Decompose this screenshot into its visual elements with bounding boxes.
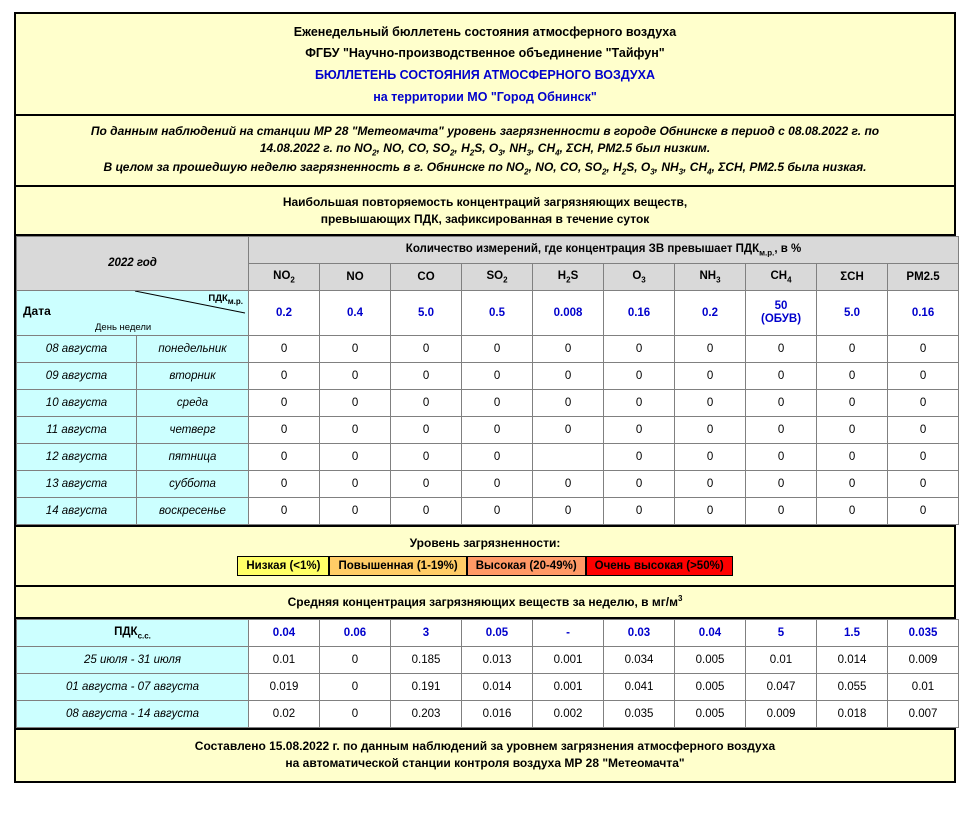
table-row bbox=[17, 443, 959, 470]
intro-line-1: По данным наблюдений на станции МР 28 "Метеомачта" уровень загрязненности в городе Обнинске в период с 08.08.2022 г. по bbox=[90, 124, 880, 138]
cell-value: 0 bbox=[391, 416, 462, 443]
pollutant-h2s: $H_2S$ bbox=[533, 263, 604, 290]
cell-value: 0.002 bbox=[533, 700, 604, 727]
intro-line-3: В целом за прошедшую неделю загрязненность в г. Обнинске по $NO_2$, NO, CO, $SO_2$, $H_2S$, $O_3$, $NH_3$, $CH_4$, ΣCH, PM2.5 была низкая. bbox=[103, 160, 867, 177]
frequency-table bbox=[16, 236, 959, 525]
footer-line-1: Составлено 15.08.2022 г. по данным наблюдений за уровнем загрязнения атмосферного воздуха bbox=[194, 738, 776, 753]
cell-value: 0 bbox=[888, 362, 959, 389]
cell-value: 0.047 bbox=[746, 673, 817, 700]
section2-title-text: Средняя концентрация загрязняющих веществ за неделю, в $мг/м^3$ bbox=[287, 593, 683, 609]
table-row bbox=[17, 646, 959, 673]
pdk-row bbox=[17, 290, 959, 335]
cell-value: 0 bbox=[320, 389, 391, 416]
cell-value: 0.001 bbox=[533, 646, 604, 673]
pollutant-sch: ΣCH bbox=[817, 263, 888, 290]
cell-value: 0 bbox=[604, 470, 675, 497]
pdk-ss-pm25: 0.035 bbox=[888, 619, 959, 646]
cell-value: 0 bbox=[817, 443, 888, 470]
pdk-ss-no: 0.06 bbox=[320, 619, 391, 646]
table-row bbox=[17, 362, 959, 389]
cell-value: 0 bbox=[320, 362, 391, 389]
legend-title: Уровень загрязненности: bbox=[409, 535, 561, 550]
bulletin-main-title: БЮЛЛЕТЕНЬ СОСТОЯНИЯ АТМОСФЕРНОГО ВОЗДУХА bbox=[314, 68, 656, 82]
cell-value: 0 bbox=[249, 362, 320, 389]
cell-value: 0 bbox=[817, 416, 888, 443]
cell-value: 0 bbox=[462, 416, 533, 443]
cell-value: 0.041 bbox=[604, 673, 675, 700]
cell-value: 0 bbox=[462, 443, 533, 470]
measure-header: Количество измерений, где концентрация ЗВ превышает $ПДК_{м.р.}$, в % bbox=[249, 236, 959, 263]
cell-value: 0 bbox=[249, 389, 320, 416]
corner-weekday-label: День недели bbox=[95, 321, 152, 333]
table-row bbox=[17, 389, 959, 416]
cell-value: 0.018 bbox=[817, 700, 888, 727]
cell-value: 0 bbox=[533, 389, 604, 416]
cell-value: 0 bbox=[249, 470, 320, 497]
cell-value: 0 bbox=[462, 362, 533, 389]
cell-value: 0 bbox=[675, 443, 746, 470]
cell-value: 0.01 bbox=[888, 673, 959, 700]
cell-value: 0 bbox=[746, 470, 817, 497]
cell-value: 0 bbox=[675, 497, 746, 524]
footer-line-2: на автоматической станции контроля воздуха МР 28 "Метеомачта" bbox=[285, 756, 685, 771]
header-block bbox=[16, 14, 954, 116]
pdk-value-no2: 0.2 bbox=[249, 290, 320, 335]
cell-value: 0 bbox=[817, 335, 888, 362]
section1-title bbox=[16, 187, 954, 235]
cell-value: 0 bbox=[604, 389, 675, 416]
section2-title bbox=[16, 587, 954, 619]
cell-value: 0 bbox=[249, 416, 320, 443]
cell-value: 0 bbox=[533, 362, 604, 389]
section1-title-line2: превышающих ПДК, зафиксированная в течение суток bbox=[320, 211, 650, 226]
bulletin-title-line1: Еженедельный бюллетень состояния атмосферного воздуха bbox=[293, 25, 677, 39]
row-date: 11 августа bbox=[17, 416, 137, 443]
pdk-ss-row bbox=[17, 619, 959, 646]
row-date: 10 августа bbox=[17, 389, 137, 416]
cell-value: 0.191 bbox=[391, 673, 462, 700]
cell-value: 0 bbox=[533, 416, 604, 443]
cell-value: 0 bbox=[675, 470, 746, 497]
cell-value: 0 bbox=[533, 497, 604, 524]
section1-table-block bbox=[16, 236, 954, 527]
cell-value: 0 bbox=[888, 443, 959, 470]
cell-value: 0 bbox=[888, 416, 959, 443]
cell-value: 0 bbox=[817, 389, 888, 416]
intro-block bbox=[16, 116, 954, 187]
pdk-ss-so2: 0.05 bbox=[462, 619, 533, 646]
cell-value: 0.185 bbox=[391, 646, 462, 673]
pdk-value-pm25: 0.16 bbox=[888, 290, 959, 335]
cell-value: 0 bbox=[320, 497, 391, 524]
row-weekday: понедельник bbox=[137, 335, 249, 362]
pdk-ss-h2s: - bbox=[533, 619, 604, 646]
cell-value-empty bbox=[533, 443, 604, 470]
cell-value: 0 bbox=[391, 470, 462, 497]
legend-chip-low: Низкая (<1%) bbox=[237, 556, 329, 576]
cell-value: 0 bbox=[462, 470, 533, 497]
section1-title-line1: Наибольшая повторяемость концентраций загрязняющих веществ, bbox=[282, 195, 688, 210]
pdk-ss-o3: 0.03 bbox=[604, 619, 675, 646]
cell-value: 0.01 bbox=[746, 646, 817, 673]
cell-value: 0 bbox=[675, 335, 746, 362]
cell-value: 0.005 bbox=[675, 673, 746, 700]
pdk-value-no: 0.4 bbox=[320, 290, 391, 335]
pollutant-co: CO bbox=[391, 263, 462, 290]
cell-value: 0 bbox=[533, 470, 604, 497]
row-weekday: среда bbox=[137, 389, 249, 416]
cell-value: 0.203 bbox=[391, 700, 462, 727]
cell-value: 0 bbox=[249, 497, 320, 524]
cell-value: 0 bbox=[675, 389, 746, 416]
row-date: 09 августа bbox=[17, 362, 137, 389]
table-row bbox=[17, 497, 959, 524]
cell-value: 0 bbox=[320, 700, 391, 727]
row-period: 01 августа - 07 августа bbox=[17, 673, 249, 700]
cell-value: 0 bbox=[320, 673, 391, 700]
legend-block bbox=[16, 527, 954, 587]
pollutant-nh3: $NH_3$ bbox=[675, 263, 746, 290]
pdk-value-h2s: 0.008 bbox=[533, 290, 604, 335]
table-row bbox=[17, 700, 959, 727]
cell-value: 0 bbox=[746, 443, 817, 470]
legend-chip-very-high: Очень высокая (>50%) bbox=[586, 556, 733, 576]
organization-name: ФГБУ "Научно-производственное объединение "Тайфун" bbox=[305, 46, 665, 60]
bulletin-sheet bbox=[14, 12, 956, 783]
cell-value: 0.001 bbox=[533, 673, 604, 700]
cell-value: 0.005 bbox=[675, 646, 746, 673]
section2-table-block bbox=[16, 619, 954, 730]
pdk-value-o3: 0.16 bbox=[604, 290, 675, 335]
cell-value: 0 bbox=[604, 497, 675, 524]
cell-value: 0 bbox=[604, 335, 675, 362]
cell-value: 0 bbox=[817, 470, 888, 497]
cell-value: 0 bbox=[817, 497, 888, 524]
pollutant-so2: $SO_2$ bbox=[462, 263, 533, 290]
cell-value: 0 bbox=[391, 389, 462, 416]
cell-value: 0 bbox=[675, 416, 746, 443]
cell-value: 0 bbox=[746, 362, 817, 389]
average-concentration-table bbox=[16, 619, 959, 728]
pollutant-no: NO bbox=[320, 263, 391, 290]
pdk-value-co: 5.0 bbox=[391, 290, 462, 335]
pdk-value-nh3: 0.2 bbox=[675, 290, 746, 335]
row-date: 12 августа bbox=[17, 443, 137, 470]
table-row bbox=[17, 335, 959, 362]
cell-value: 0.014 bbox=[817, 646, 888, 673]
corner-diagonal-cell bbox=[17, 290, 249, 335]
table-row bbox=[17, 416, 959, 443]
table-row bbox=[17, 673, 959, 700]
pdk-ss-nh3: 0.04 bbox=[675, 619, 746, 646]
pdk-value-sch: 5.0 bbox=[817, 290, 888, 335]
pdk-ss-co: 3 bbox=[391, 619, 462, 646]
pdk-ss-sch: 1.5 bbox=[817, 619, 888, 646]
cell-value: 0.009 bbox=[746, 700, 817, 727]
cell-value: 0 bbox=[320, 443, 391, 470]
cell-value: 0 bbox=[391, 335, 462, 362]
footer-block bbox=[16, 730, 954, 781]
cell-value: 0 bbox=[604, 443, 675, 470]
cell-value: 0.034 bbox=[604, 646, 675, 673]
row-weekday: суббота bbox=[137, 470, 249, 497]
row-date: 08 августа bbox=[17, 335, 137, 362]
corner-date-label: Дата bbox=[23, 303, 51, 318]
pollutant-o3: $O_3$ bbox=[604, 263, 675, 290]
pollutant-ch4: $CH_4$ bbox=[746, 263, 817, 290]
corner-diagonal bbox=[17, 291, 248, 335]
cell-value: 0.005 bbox=[675, 700, 746, 727]
cell-value: 0 bbox=[888, 389, 959, 416]
row-weekday: пятница bbox=[137, 443, 249, 470]
cell-value: 0 bbox=[249, 443, 320, 470]
intro-line-2: 14.08.2022 г. по $NO_2$, NO, CO, $SO_2$, $H_2S$, $O_3$, $NH_3$, $CH_4$, ΣCH, PM2.5 был низким. bbox=[259, 141, 711, 158]
cell-value: 0.02 bbox=[249, 700, 320, 727]
table-row bbox=[17, 470, 959, 497]
cell-value: 0.009 bbox=[888, 646, 959, 673]
cell-value: 0.035 bbox=[604, 700, 675, 727]
row-weekday: вторник bbox=[137, 362, 249, 389]
cell-value: 0 bbox=[604, 416, 675, 443]
cell-value: 0 bbox=[888, 470, 959, 497]
cell-value: 0.013 bbox=[462, 646, 533, 673]
cell-value: 0 bbox=[462, 389, 533, 416]
pdk-value-so2: 0.5 bbox=[462, 290, 533, 335]
pdk-value-ch4: 50 (ОБУВ) bbox=[746, 290, 817, 335]
cell-value: 0 bbox=[817, 362, 888, 389]
row-date: 14 августа bbox=[17, 497, 137, 524]
pdk-ss-ch4: 5 bbox=[746, 619, 817, 646]
cell-value: 0 bbox=[604, 362, 675, 389]
legend-chip-medium: Повышенная (1-19%) bbox=[329, 556, 466, 576]
cell-value: 0 bbox=[462, 335, 533, 362]
cell-value: 0.01 bbox=[249, 646, 320, 673]
corner-pdk-label: $ПДК_{м.р.}$ bbox=[208, 292, 244, 306]
cell-value: 0 bbox=[746, 389, 817, 416]
cell-value: 0 bbox=[675, 362, 746, 389]
legend-row bbox=[24, 556, 946, 576]
cell-value: 0 bbox=[320, 416, 391, 443]
cell-value: 0 bbox=[888, 497, 959, 524]
cell-value: 0 bbox=[320, 335, 391, 362]
cell-value: 0.014 bbox=[462, 673, 533, 700]
cell-value: 0 bbox=[391, 443, 462, 470]
pdk-ss-no2: 0.04 bbox=[249, 619, 320, 646]
legend-chip-high: Высокая (20-49%) bbox=[467, 556, 586, 576]
cell-value: 0 bbox=[249, 335, 320, 362]
cell-value: 0.016 bbox=[462, 700, 533, 727]
cell-value: 0 bbox=[533, 335, 604, 362]
row-date: 13 августа bbox=[17, 470, 137, 497]
cell-value: 0.007 bbox=[888, 700, 959, 727]
cell-value: 0 bbox=[746, 335, 817, 362]
row-period: 25 июля - 31 июля bbox=[17, 646, 249, 673]
cell-value: 0 bbox=[888, 335, 959, 362]
cell-value: 0 bbox=[320, 470, 391, 497]
pdk-ss-label: $ПДК_{с.с.}$ bbox=[17, 619, 249, 646]
pollutant-pm25: PM2.5 bbox=[888, 263, 959, 290]
row-period: 08 августа - 14 августа bbox=[17, 700, 249, 727]
row-weekday: воскресенье bbox=[137, 497, 249, 524]
bulletin-territory: на территории МО "Город Обнинск" bbox=[373, 90, 597, 104]
cell-value: 0 bbox=[462, 497, 533, 524]
row-weekday: четверг bbox=[137, 416, 249, 443]
cell-value: 0 bbox=[391, 497, 462, 524]
cell-value: 0 bbox=[746, 497, 817, 524]
year-label: 2022 год bbox=[17, 236, 249, 290]
pollutant-no2: $NO_2$ bbox=[249, 263, 320, 290]
cell-value: 0.055 bbox=[817, 673, 888, 700]
cell-value: 0 bbox=[320, 646, 391, 673]
cell-value: 0 bbox=[391, 362, 462, 389]
table-header-row-1 bbox=[17, 236, 959, 263]
cell-value: 0.019 bbox=[249, 673, 320, 700]
cell-value: 0 bbox=[746, 416, 817, 443]
